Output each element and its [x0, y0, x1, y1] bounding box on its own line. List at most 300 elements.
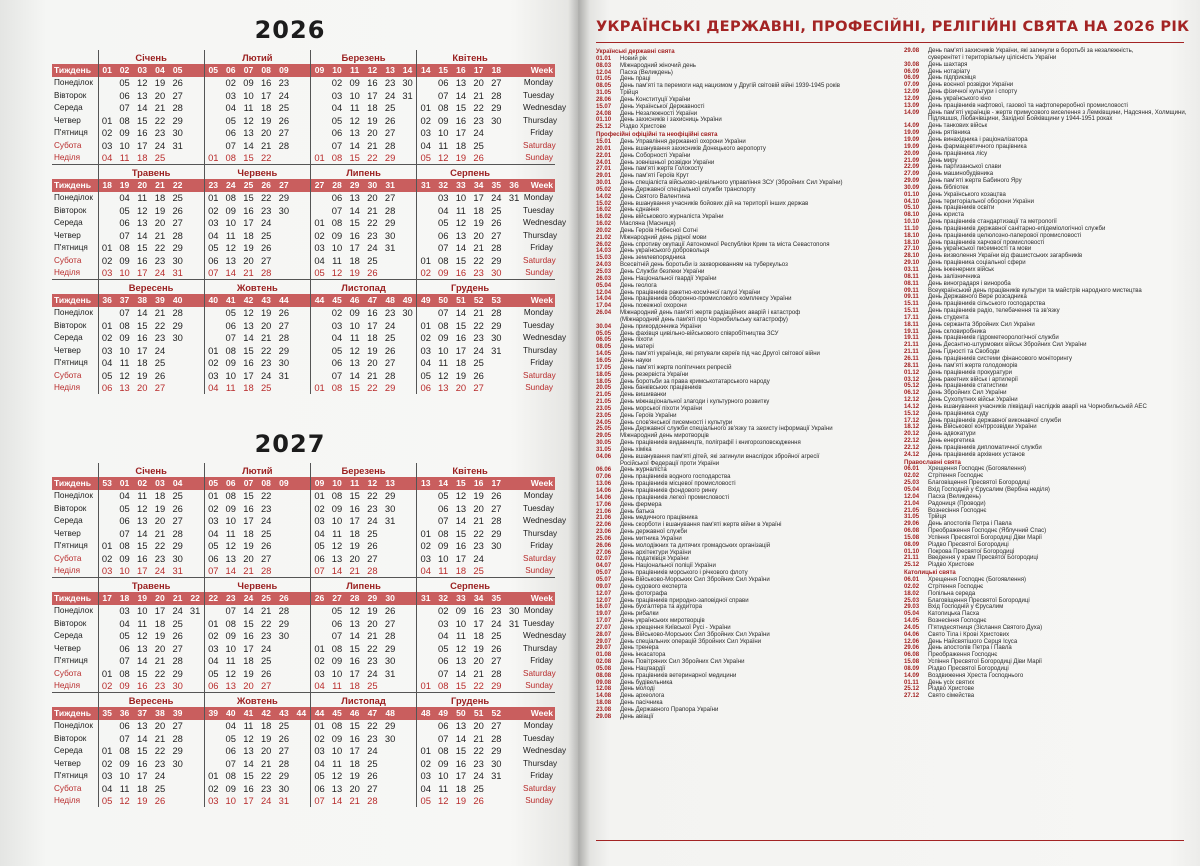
day-cell	[293, 617, 311, 630]
day-cell: 15	[137, 319, 148, 331]
day-cell: 16	[473, 605, 484, 617]
day-cell	[187, 267, 205, 280]
day-cell: 15	[455, 680, 467, 692]
day-cell: 18	[154, 490, 166, 502]
day-cell	[293, 114, 311, 127]
day-cell: 16	[243, 204, 254, 216]
day-cell: 25	[260, 382, 272, 394]
holiday-date: 14.02	[596, 193, 612, 200]
day-cell	[187, 307, 205, 320]
day-cell: 18	[243, 655, 254, 667]
holiday-entry	[596, 454, 894, 461]
weekday-label: Середа	[54, 218, 83, 228]
holiday-date: 18.12	[904, 424, 920, 431]
holiday-date: 12.07	[596, 590, 612, 597]
weekday-label: П'ятниця	[54, 656, 88, 666]
day-cell: 05	[437, 490, 449, 502]
weekday-label-en: Sunday	[525, 566, 553, 576]
holiday-entry	[596, 70, 894, 77]
day-cell: 31	[172, 139, 183, 151]
day-cell: 18	[243, 382, 254, 394]
day-cell	[275, 217, 293, 230]
holiday-name: День сержанта Збройних Сил України	[928, 321, 1035, 328]
holiday-entry	[596, 379, 894, 386]
day-cell: 09	[331, 502, 343, 514]
day-cell	[505, 515, 523, 528]
day-cell: 06	[437, 229, 449, 241]
day-cell	[399, 552, 417, 565]
bottom-rule	[596, 840, 1184, 841]
day-cell: 23	[367, 655, 378, 667]
weekday-label-en: Tuesday	[523, 320, 555, 330]
day-cell: 08	[331, 382, 343, 394]
day-cell	[293, 89, 311, 102]
week-number: 52	[470, 294, 488, 307]
day-cell: 10	[349, 319, 360, 331]
holiday-name: День шахтаря	[928, 61, 968, 68]
week-label: Тиждень	[52, 592, 98, 605]
holiday-name: День Соборності України	[620, 152, 691, 159]
weekday-label: Вівторок	[54, 90, 87, 100]
weekday-label: Четвер	[54, 528, 81, 538]
holiday-date: 13.06	[596, 481, 612, 488]
day-cell: 21	[260, 605, 272, 617]
day-cell: 28	[367, 795, 378, 807]
week-number: 48	[417, 707, 435, 720]
day-cell	[399, 382, 417, 395]
day-cell: 05	[331, 344, 343, 356]
day-cell: 01	[417, 680, 435, 693]
holiday-date: 31.05	[596, 446, 612, 453]
holiday-entry	[596, 214, 894, 221]
day-cell: 12	[137, 630, 148, 642]
day-cell: 19	[243, 667, 254, 679]
day-cell	[381, 680, 399, 693]
weekday-label-en: Friday	[530, 243, 553, 253]
day-cell: 06	[119, 217, 130, 229]
holiday-entry	[596, 372, 894, 379]
holiday-date: 24.05	[904, 624, 920, 631]
holiday-name: Попільна середа	[928, 590, 976, 597]
week-number: 49	[434, 707, 452, 720]
day-cell: 04	[119, 490, 130, 502]
day-cell: 22	[154, 745, 166, 757]
day-cell: 24	[473, 344, 484, 356]
holiday-name: День геолога	[620, 282, 657, 289]
day-cell: 14	[137, 102, 148, 114]
day-cell: 13	[137, 642, 148, 654]
day-cell: 18	[137, 357, 148, 369]
day-cell: 12	[331, 267, 343, 279]
day-cell: 06	[331, 617, 343, 629]
day-cell: 12	[243, 114, 254, 126]
holiday-entry	[904, 466, 1186, 473]
day-cell: 22	[154, 667, 166, 679]
day-cell: 28	[491, 515, 502, 527]
holiday-date: 12.07	[596, 597, 612, 604]
day-cell	[98, 229, 116, 242]
day-cell: 10	[225, 642, 236, 654]
day-cell: 29	[278, 192, 290, 204]
day-cell: 26	[154, 795, 166, 807]
day-cell: 12	[225, 667, 236, 679]
week-number: 23	[222, 592, 240, 605]
day-cell: 09	[119, 332, 130, 344]
day-cell: 17	[137, 770, 148, 782]
day-cell: 26	[367, 540, 378, 552]
holiday-entry	[904, 96, 1186, 103]
day-cell	[399, 732, 417, 745]
day-cell: 13	[437, 382, 449, 394]
day-cell	[187, 204, 205, 217]
week-number	[399, 477, 417, 490]
month-name: Грудень	[417, 693, 523, 708]
day-cell	[98, 102, 116, 115]
holiday-name: День підприємця	[928, 75, 976, 82]
week-number: 35	[487, 179, 505, 192]
holiday-entry	[596, 146, 894, 153]
day-cell	[98, 89, 116, 102]
day-cell: 10	[119, 344, 130, 356]
day-cell	[204, 114, 222, 127]
holiday-entry-continuation: (Міжнародний день пам'яті про Чорнобильську катастрофу)	[620, 316, 788, 323]
day-cell: 11	[137, 192, 148, 204]
day-cell	[98, 192, 116, 205]
day-cell: 07	[204, 565, 222, 578]
day-cell: 13	[455, 77, 467, 89]
day-cell: 10	[119, 267, 130, 279]
holiday-name: День Нацгвардії	[620, 665, 666, 672]
week-number: 02	[116, 64, 134, 77]
day-cell: 05	[417, 795, 435, 808]
holiday-entry	[904, 659, 1186, 666]
day-cell: 19	[455, 152, 467, 164]
holiday-entry	[904, 632, 1186, 639]
holiday-name: Міжнародний день пам'яті жертв радіаційних аварій і катастроф	[620, 310, 801, 317]
weekday-label-en: Thursday	[523, 345, 558, 355]
week-number: 13	[381, 477, 399, 490]
holiday-date: 26.02	[596, 241, 612, 248]
day-cell: 30	[384, 502, 396, 514]
day-cell	[169, 152, 187, 165]
holiday-name: Вознесіння Господнє	[928, 618, 987, 625]
day-cell: 17	[243, 795, 254, 807]
holiday-date: 06.01	[904, 576, 920, 583]
day-cell	[505, 770, 523, 783]
month-name: Жовтень	[204, 280, 310, 295]
day-cell: 12	[455, 490, 467, 502]
day-cell: 11	[137, 490, 148, 502]
day-cell: 28	[172, 527, 183, 539]
holiday-name: День судового експерта	[620, 583, 688, 590]
holiday-entry	[596, 474, 894, 481]
day-cell: 31	[508, 617, 520, 629]
day-cell: 09	[331, 229, 343, 241]
day-cell: 31	[172, 267, 183, 279]
day-cell: 09	[437, 267, 449, 279]
holiday-date: 06.08	[904, 652, 920, 659]
day-cell: 11	[456, 630, 466, 642]
day-cell: 29	[491, 102, 502, 114]
holiday-entry	[904, 673, 1186, 680]
holiday-name: День вшанування учасників ліквідації наслідків аварії на Чорнобильській АЕС	[928, 403, 1147, 410]
day-cell	[399, 127, 417, 140]
holiday-date: 05.07	[596, 576, 612, 583]
holiday-entry	[596, 666, 894, 673]
holiday-name: Хрещення Господнє (Богоявлення)	[928, 466, 1027, 473]
week-number: 50	[434, 294, 452, 307]
holiday-date: 25.03	[596, 269, 612, 275]
week-number: 01	[116, 477, 134, 490]
holiday-date: 01.10	[904, 191, 920, 198]
holiday-date: 20.01	[596, 145, 612, 152]
day-cell: 01	[98, 667, 116, 680]
day-cell: 26	[172, 77, 183, 89]
holiday-name: День територіальної оборони України	[928, 198, 1034, 205]
holiday-date: 16.02	[596, 221, 612, 228]
day-cell: 21	[154, 307, 166, 319]
day-cell: 08	[331, 217, 343, 229]
day-cell: 09	[225, 502, 236, 514]
day-cell	[187, 242, 205, 255]
holiday-entry	[596, 420, 894, 427]
holiday-entry	[904, 390, 1186, 397]
day-cell: 02	[204, 357, 222, 370]
day-cell: 16	[137, 332, 148, 344]
holiday-name: Різдво Христове	[928, 686, 975, 693]
day-cell	[399, 319, 417, 332]
day-cell: 01	[98, 114, 116, 127]
week-number	[399, 592, 417, 605]
weekday-label: Неділя	[54, 268, 81, 278]
day-cell: 19	[137, 795, 148, 807]
holiday-entry	[596, 63, 894, 70]
holiday-date: 20.09	[904, 150, 920, 157]
holiday-date: 25.12	[596, 124, 612, 131]
day-cell: 08	[331, 490, 343, 502]
day-cell: 28	[384, 204, 396, 216]
holiday-name: День винахідника і раціоналізатора	[928, 136, 1028, 143]
day-cell: 05	[437, 642, 449, 654]
day-cell	[399, 527, 417, 540]
day-cell: 23	[384, 307, 396, 319]
day-cell: 29	[172, 540, 183, 552]
holiday-name: День пам'яті Героїв Крут	[620, 173, 689, 180]
day-cell	[98, 217, 116, 230]
day-cell: 15	[243, 617, 254, 629]
day-cell: 04	[417, 357, 435, 370]
holiday-entry	[904, 274, 1186, 281]
day-cell: 30	[508, 605, 520, 617]
day-cell: 28	[384, 139, 396, 151]
day-cell: 27	[172, 642, 183, 654]
day-cell: 26	[260, 242, 272, 254]
day-cell	[417, 630, 435, 643]
day-cell: 18	[473, 204, 484, 216]
holiday-name: Успіння Пресвятої Богородиці Діви Марії	[928, 534, 1042, 541]
day-cell: 27	[278, 745, 290, 757]
holiday-entry	[596, 577, 894, 584]
month-name: Липень	[310, 165, 416, 180]
day-cell: 27	[260, 254, 272, 266]
day-cell: 06	[119, 642, 130, 654]
day-cell: 26	[367, 770, 378, 782]
day-cell: 26	[367, 267, 378, 279]
holiday-entry	[904, 438, 1186, 445]
day-cell: 25	[154, 357, 166, 369]
day-cell: 06	[437, 720, 449, 732]
day-cell: 15	[455, 319, 467, 331]
day-cell: 19	[349, 770, 360, 782]
week-number: 51	[452, 294, 470, 307]
day-cell: 29	[172, 319, 183, 331]
day-cell	[505, 254, 523, 267]
day-cell: 10	[119, 770, 130, 782]
month-name: Січень	[98, 463, 204, 477]
week-number: 24	[222, 179, 240, 192]
holiday-entry	[596, 543, 894, 550]
day-cell: 11	[119, 782, 130, 794]
day-cell: 14	[137, 527, 148, 539]
day-cell: 23	[154, 680, 166, 692]
weekday-label-en: Sunday	[525, 153, 553, 163]
day-cell	[399, 540, 417, 553]
holiday-entry	[904, 528, 1186, 535]
holiday-entry	[904, 604, 1186, 611]
day-cell: 04	[331, 332, 343, 344]
day-cell: 03	[204, 369, 222, 382]
day-cell	[417, 229, 435, 242]
holiday-entry	[596, 645, 894, 652]
day-cell: 10	[331, 242, 343, 254]
holiday-entry	[596, 495, 894, 502]
day-cell: 04	[310, 757, 328, 770]
day-cell: 17	[455, 344, 467, 356]
holiday-name: День пам'яті українців, які рятували євреїв під час Другої світової війни	[620, 351, 820, 358]
holiday-name: День працівників нафтової, газової та нафтопереробної промисловості	[928, 102, 1128, 109]
weekday-label: Понеділок	[54, 193, 93, 203]
day-cell	[204, 307, 222, 320]
day-cell: 10	[119, 565, 130, 577]
spacer-cell	[523, 280, 555, 295]
holiday-entry	[596, 447, 894, 454]
day-cell: 23	[367, 732, 378, 744]
holiday-date: 28.06	[596, 96, 612, 103]
holiday-date: 21.09	[904, 157, 920, 164]
holiday-name: Трійця	[928, 514, 947, 521]
day-cell: 30	[172, 254, 183, 266]
day-cell: 16	[260, 77, 272, 89]
holiday-name: День енергетика	[928, 438, 975, 445]
week-number: 32	[434, 592, 452, 605]
day-cell	[169, 382, 187, 395]
week-number: 01	[98, 64, 116, 77]
holiday-name: День слов'янської писемності і культури	[620, 419, 733, 426]
day-cell	[505, 732, 523, 745]
day-cell: 27	[172, 217, 183, 229]
holiday-name: День пам'яті жертв Голокосту	[620, 166, 703, 173]
holiday-date: 21.06	[596, 515, 612, 522]
day-cell: 22	[260, 490, 272, 502]
day-cell	[381, 565, 399, 578]
day-cell: 02	[204, 630, 222, 643]
holiday-name: День працівників державної виконавчої служби	[928, 417, 1061, 424]
day-cell	[505, 490, 523, 503]
day-cell	[417, 242, 435, 255]
day-cell: 18	[137, 152, 148, 164]
day-cell: 26	[154, 369, 166, 381]
holiday-name: День працівників дипломатичної служби	[928, 444, 1042, 451]
day-cell: 12	[437, 369, 449, 381]
holiday-entry-continuation: Російської Федерації проти України	[620, 460, 720, 467]
holiday-date: 10.10	[904, 219, 920, 226]
weekday-label: Субота	[54, 783, 82, 793]
day-cell: 06	[119, 89, 130, 101]
day-cell: 22	[260, 344, 272, 356]
holiday-entry	[596, 324, 894, 331]
holiday-entry	[596, 56, 894, 63]
day-cell: 20	[473, 77, 484, 89]
week-number: 21	[151, 179, 169, 192]
holiday-entry	[596, 235, 894, 242]
day-cell	[187, 565, 205, 578]
holiday-date: 30.08	[904, 61, 920, 68]
day-cell: 14	[455, 307, 467, 319]
holiday-name: Міжнародний день рідної мови	[620, 234, 707, 241]
day-cell: 30	[172, 552, 183, 564]
holiday-date: 25.03	[904, 480, 920, 487]
day-cell	[187, 630, 205, 643]
month-name: Серпень	[417, 165, 523, 180]
holiday-entry	[596, 153, 894, 160]
day-cell: 24	[367, 745, 378, 757]
holiday-entry	[596, 166, 894, 173]
holiday-entry	[904, 452, 1186, 459]
weekday-label: Понеділок	[54, 491, 93, 501]
day-cell: 22	[154, 319, 166, 331]
holiday-name: Хрещення Господнє (Богоявлення)	[928, 576, 1027, 583]
week-label: Тиждень	[52, 179, 98, 192]
day-cell: 17	[473, 617, 484, 629]
day-cell: 25	[260, 229, 272, 241]
holiday-name: День Героїв Небесної Сотні	[620, 227, 698, 234]
day-cell: 02	[417, 267, 435, 280]
weekday-label: Середа	[54, 333, 83, 343]
day-cell	[487, 357, 505, 370]
day-cell: 28	[172, 102, 183, 114]
day-cell: 16	[349, 655, 360, 667]
holiday-date: 21.11	[904, 342, 919, 349]
holiday-entry	[904, 178, 1186, 185]
holiday-name: День Конституції України	[620, 96, 691, 103]
day-cell: 01	[204, 152, 222, 165]
week-number: 34	[470, 179, 488, 192]
day-cell	[417, 307, 435, 320]
day-cell: 23	[473, 114, 484, 126]
day-cell: 03	[310, 667, 328, 680]
holiday-name: День батька	[620, 508, 655, 515]
holiday-name: День Збройних Сил України	[928, 390, 1007, 397]
day-cell: 25	[154, 152, 166, 164]
day-cell	[204, 732, 222, 745]
day-cell: 01	[417, 102, 435, 115]
day-cell: 22	[473, 745, 484, 757]
day-cell: 30	[491, 757, 502, 769]
holiday-entry	[596, 139, 894, 146]
day-cell: 18	[349, 527, 360, 539]
title-underline	[596, 42, 1184, 43]
week-number: 09	[275, 477, 293, 490]
